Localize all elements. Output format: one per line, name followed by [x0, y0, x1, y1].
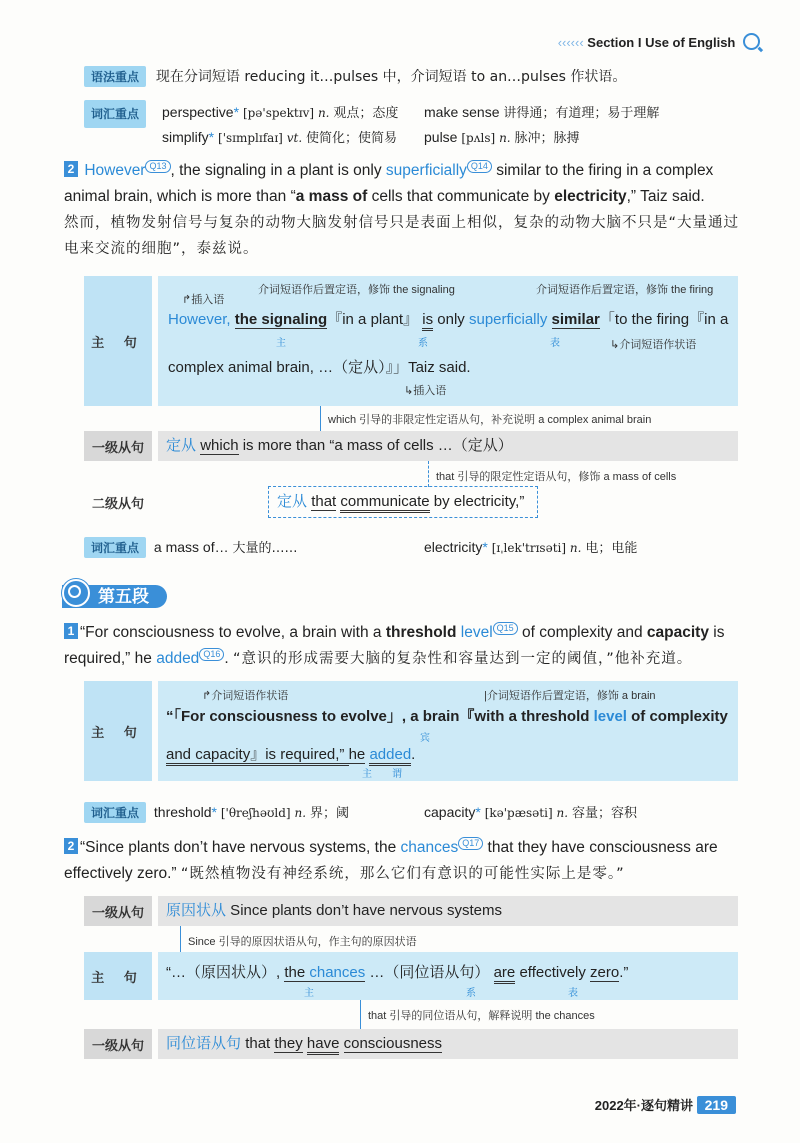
predicative: zero	[590, 964, 620, 981]
text: “For consciousness to evolve, a brain with a	[80, 624, 386, 641]
text: “Since plants don’t have nervous systems, the	[80, 839, 401, 856]
footer-text: 2022年·逐句精讲	[594, 1098, 694, 1113]
paragraph-2	[64, 158, 744, 262]
clause-tag: 原因状从	[166, 902, 227, 919]
keyword: superficially	[385, 162, 467, 179]
clause-1-box	[158, 1029, 738, 1059]
role-label: 主	[276, 338, 286, 349]
vocab-block-3	[84, 802, 744, 823]
arrow-note: which 引导的非限定性定语从句，补充说明 a complex animal brain	[328, 414, 652, 426]
page-header	[558, 33, 760, 50]
vocab-word: threshold	[153, 804, 212, 820]
keyword: superficially	[468, 311, 548, 328]
annotation: ↱介词短语作状语	[202, 690, 289, 702]
clause-text: of complexity	[626, 708, 728, 725]
vocab-word: capacity	[424, 804, 476, 820]
star-icon: *	[211, 804, 217, 820]
section-title: 第五段	[62, 585, 167, 608]
vocab-meaning: 使简化；使简易	[306, 131, 398, 146]
vocab-pos: n.	[569, 541, 582, 555]
role-label: 系	[466, 988, 476, 999]
vocab-block-1	[84, 100, 146, 128]
star-icon: *	[475, 804, 481, 820]
vocab-pos: n.	[556, 806, 569, 820]
object: consciousness	[343, 1035, 443, 1052]
text: .	[411, 746, 416, 763]
clause-text: and capacity』is required,”	[166, 746, 349, 766]
vocab-meaning: 观点；态度	[333, 106, 399, 121]
bold-phrase: a mass of	[295, 188, 368, 205]
label-clause-1: 一级从句	[84, 1029, 152, 1059]
role-label: 表	[550, 338, 560, 349]
annotation: 介词短语作后置定语，修饰 the firing	[536, 284, 714, 296]
sentence-number: 2	[64, 161, 78, 177]
role-label: 宾	[420, 733, 430, 744]
label-main-clause: 主 句	[84, 276, 152, 406]
main-clause-box	[158, 952, 738, 1000]
annotation: |介词短语作后置定语，修饰 a brain	[484, 690, 656, 702]
verb: communicate	[340, 493, 429, 513]
question-ref: Q13	[145, 160, 170, 173]
annotation: ↳介词短语作状语	[610, 339, 697, 351]
predicative: similar	[551, 311, 600, 328]
vocab-word: perspective	[162, 104, 234, 120]
header-title: Section I Use of English	[587, 35, 736, 50]
translation: “意识的形成需要大脑的复杂性和容量达到一定的阈值，”他补充道。	[232, 651, 693, 667]
clause-1-box	[158, 431, 738, 461]
vocab-ipa: ['sɪmplɪfaɪ]	[218, 131, 283, 145]
keyword: level	[460, 624, 493, 641]
vocab-meaning: 脉冲；脉搏	[514, 131, 580, 146]
vocab-pos: n.	[294, 806, 307, 820]
verb: added	[369, 746, 411, 766]
vocab-block-2	[84, 537, 744, 558]
question-ref: Q14	[467, 160, 492, 173]
vocab-pos: n.	[499, 131, 511, 145]
modifier: 「to the firing『in a	[599, 311, 729, 328]
search-icon	[743, 33, 760, 50]
vocab-meaning: 容量；容积	[571, 806, 637, 821]
text: , the signaling in a plant is only	[170, 162, 386, 179]
vocab-ipa: [pə'spektɪv]	[242, 106, 315, 120]
clause-text: “「For consciousness to evolve」, a brain『with a threshold	[166, 708, 594, 725]
annotation: ↱插入语	[182, 294, 225, 306]
label-clause-1: 一级从句	[84, 896, 152, 926]
main-clause-line-2	[166, 743, 415, 764]
clause-tag: 定从	[166, 437, 197, 454]
arrow-line	[428, 461, 430, 487]
bold-phrase: threshold	[385, 624, 457, 641]
linking-verb: are	[494, 964, 516, 984]
text: that they have consciousness are effectively zero.”	[64, 839, 718, 882]
vocab-word: electricity	[424, 539, 483, 555]
text: effectively	[515, 964, 591, 981]
main-clause-line-1	[168, 308, 728, 329]
grammar-tag: 语法重点	[84, 66, 146, 87]
arrow-line	[320, 406, 322, 432]
text: of complexity and	[517, 624, 647, 641]
page-number: 219	[697, 1096, 736, 1114]
text: .	[224, 650, 229, 667]
bold-phrase: electricity	[554, 188, 627, 205]
vocab-ipa: ['θreʃhəʊld]	[220, 806, 291, 820]
clause-text: is more than “a mass of cells …（定从）	[238, 437, 513, 454]
vocab-meaning: 电；电能	[585, 541, 638, 556]
arrow-line	[180, 926, 182, 952]
arrow-line	[360, 1000, 362, 1030]
main-clause-line	[166, 961, 628, 982]
vocab-meaning: 界；阈	[309, 806, 349, 821]
keyword: However	[84, 162, 146, 179]
role-label: 主	[362, 769, 372, 780]
star-icon: *	[482, 539, 488, 555]
clause-text: “…（原因状从）,	[166, 964, 285, 981]
role-label: 谓	[392, 769, 402, 780]
main-clause-line-2: complex animal brain, …（定从）』」Taiz said.	[168, 359, 471, 376]
paragraph-3	[64, 620, 744, 672]
keyword: chances	[400, 839, 459, 856]
subject: that	[311, 493, 337, 510]
role-label: 系	[418, 338, 428, 349]
main-clause-box	[158, 681, 738, 781]
text: only	[433, 311, 469, 328]
header-arrows: ‹‹‹‹‹‹	[557, 35, 584, 50]
page-footer	[595, 1095, 736, 1114]
main-clause-line-1	[166, 705, 728, 726]
label-main-clause: 主 句	[84, 952, 152, 1000]
subject: the	[284, 964, 310, 981]
arrow-note: Since 引导的原因状语从句，作主句的原因状语	[188, 936, 417, 948]
text: ,” Taiz said.	[626, 188, 705, 205]
text: that	[245, 1035, 271, 1052]
role-label: 表	[568, 988, 578, 999]
vocab-word: pulse	[424, 129, 458, 145]
vocab-meaning: 讲得通；有道理；易于理解	[503, 106, 660, 121]
text: is required,” he	[64, 624, 725, 667]
subject: which	[200, 437, 239, 454]
keyword: added	[156, 650, 200, 667]
vocab-ipa: [ɪˌlek'trɪsəti]	[491, 541, 567, 555]
vocab-tag: 词汇重点	[84, 537, 146, 558]
insertion: However,	[168, 311, 231, 328]
label-main-clause: 主 句	[84, 681, 152, 781]
subject: he	[348, 746, 366, 763]
text: cells that communicate by	[367, 188, 555, 205]
star-icon: *	[208, 129, 215, 145]
vocab-word: a mass of…	[153, 539, 229, 555]
arrow-note: that 引导的同位语从句，解释说明 the chances	[368, 1010, 595, 1022]
vocab-tag: 词汇重点	[84, 802, 146, 823]
search-icon-glyph	[68, 585, 81, 598]
vocab-word: make sense	[424, 104, 500, 120]
star-icon: *	[233, 104, 240, 120]
role-label: 主	[304, 988, 314, 999]
annotation: 介词短语作后置定语，修饰 the signaling	[258, 284, 455, 296]
sentence-number: 2	[64, 838, 78, 854]
paragraph-4	[64, 835, 744, 887]
vocab-pos: vt.	[286, 131, 303, 145]
modifier: 『in a plant』	[327, 311, 419, 328]
vocab-pos: n.	[317, 106, 330, 120]
vocab-word: simplify	[162, 129, 209, 145]
question-ref: Q16	[199, 648, 224, 661]
clause-text: by electricity,”	[429, 493, 525, 510]
bold-phrase: capacity	[646, 624, 709, 641]
vocab-tag: 词汇重点	[84, 100, 146, 128]
label-clause-2: 二级从句	[91, 495, 144, 511]
clause-text: Since plants don’t have nervous systems	[226, 902, 502, 919]
linking-verb: is	[422, 311, 433, 331]
grammar-text: 现在分词短语 reducing it…pulses 中，介词短语 to an…pulses 作状语。	[155, 69, 627, 85]
clause-2-box	[268, 486, 538, 518]
main-clause-box	[158, 276, 738, 406]
text: .”	[619, 964, 629, 981]
clause-tag: 同位语从句	[166, 1035, 242, 1052]
annotation: ↳插入语	[404, 385, 447, 397]
vocab-ipa: [kə'pæsəti]	[484, 806, 553, 820]
subject: they	[274, 1035, 303, 1052]
question-ref: Q17	[458, 837, 483, 850]
verb: have	[307, 1035, 340, 1055]
section-header	[62, 582, 167, 607]
label-clause-1: 一级从句	[84, 431, 152, 461]
grammar-note	[84, 66, 626, 87]
keyword: level	[593, 708, 627, 725]
clause-tag: 定从	[277, 493, 308, 510]
sentence-number: 1	[64, 623, 78, 639]
text: similar to the firing in a complex animal brain, which is more than “	[64, 162, 714, 205]
subject: the signaling	[234, 311, 328, 328]
translation: 然而，植物发射信号与复杂的动物大脑发射信号只是表面上相似，复杂的动物大脑不只是“大量通过电来交流的细胞”，泰兹说。	[64, 215, 740, 257]
vocab-meaning: 大量的……	[232, 541, 298, 556]
question-ref: Q15	[493, 622, 518, 635]
arrow-note: that 引导的限定性定语从句，修饰 a mass of cells	[436, 471, 677, 483]
clause-1-box	[158, 896, 738, 926]
subject-keyword: chances	[309, 964, 366, 981]
vocab-ipa: [pʌls]	[461, 131, 496, 145]
translation: “既然植物没有神经系统，那么它们有意识的可能性实际上是零。”	[180, 866, 625, 882]
clause-text: …（同位语从句）	[365, 964, 490, 981]
vocab-list-1	[162, 100, 762, 150]
